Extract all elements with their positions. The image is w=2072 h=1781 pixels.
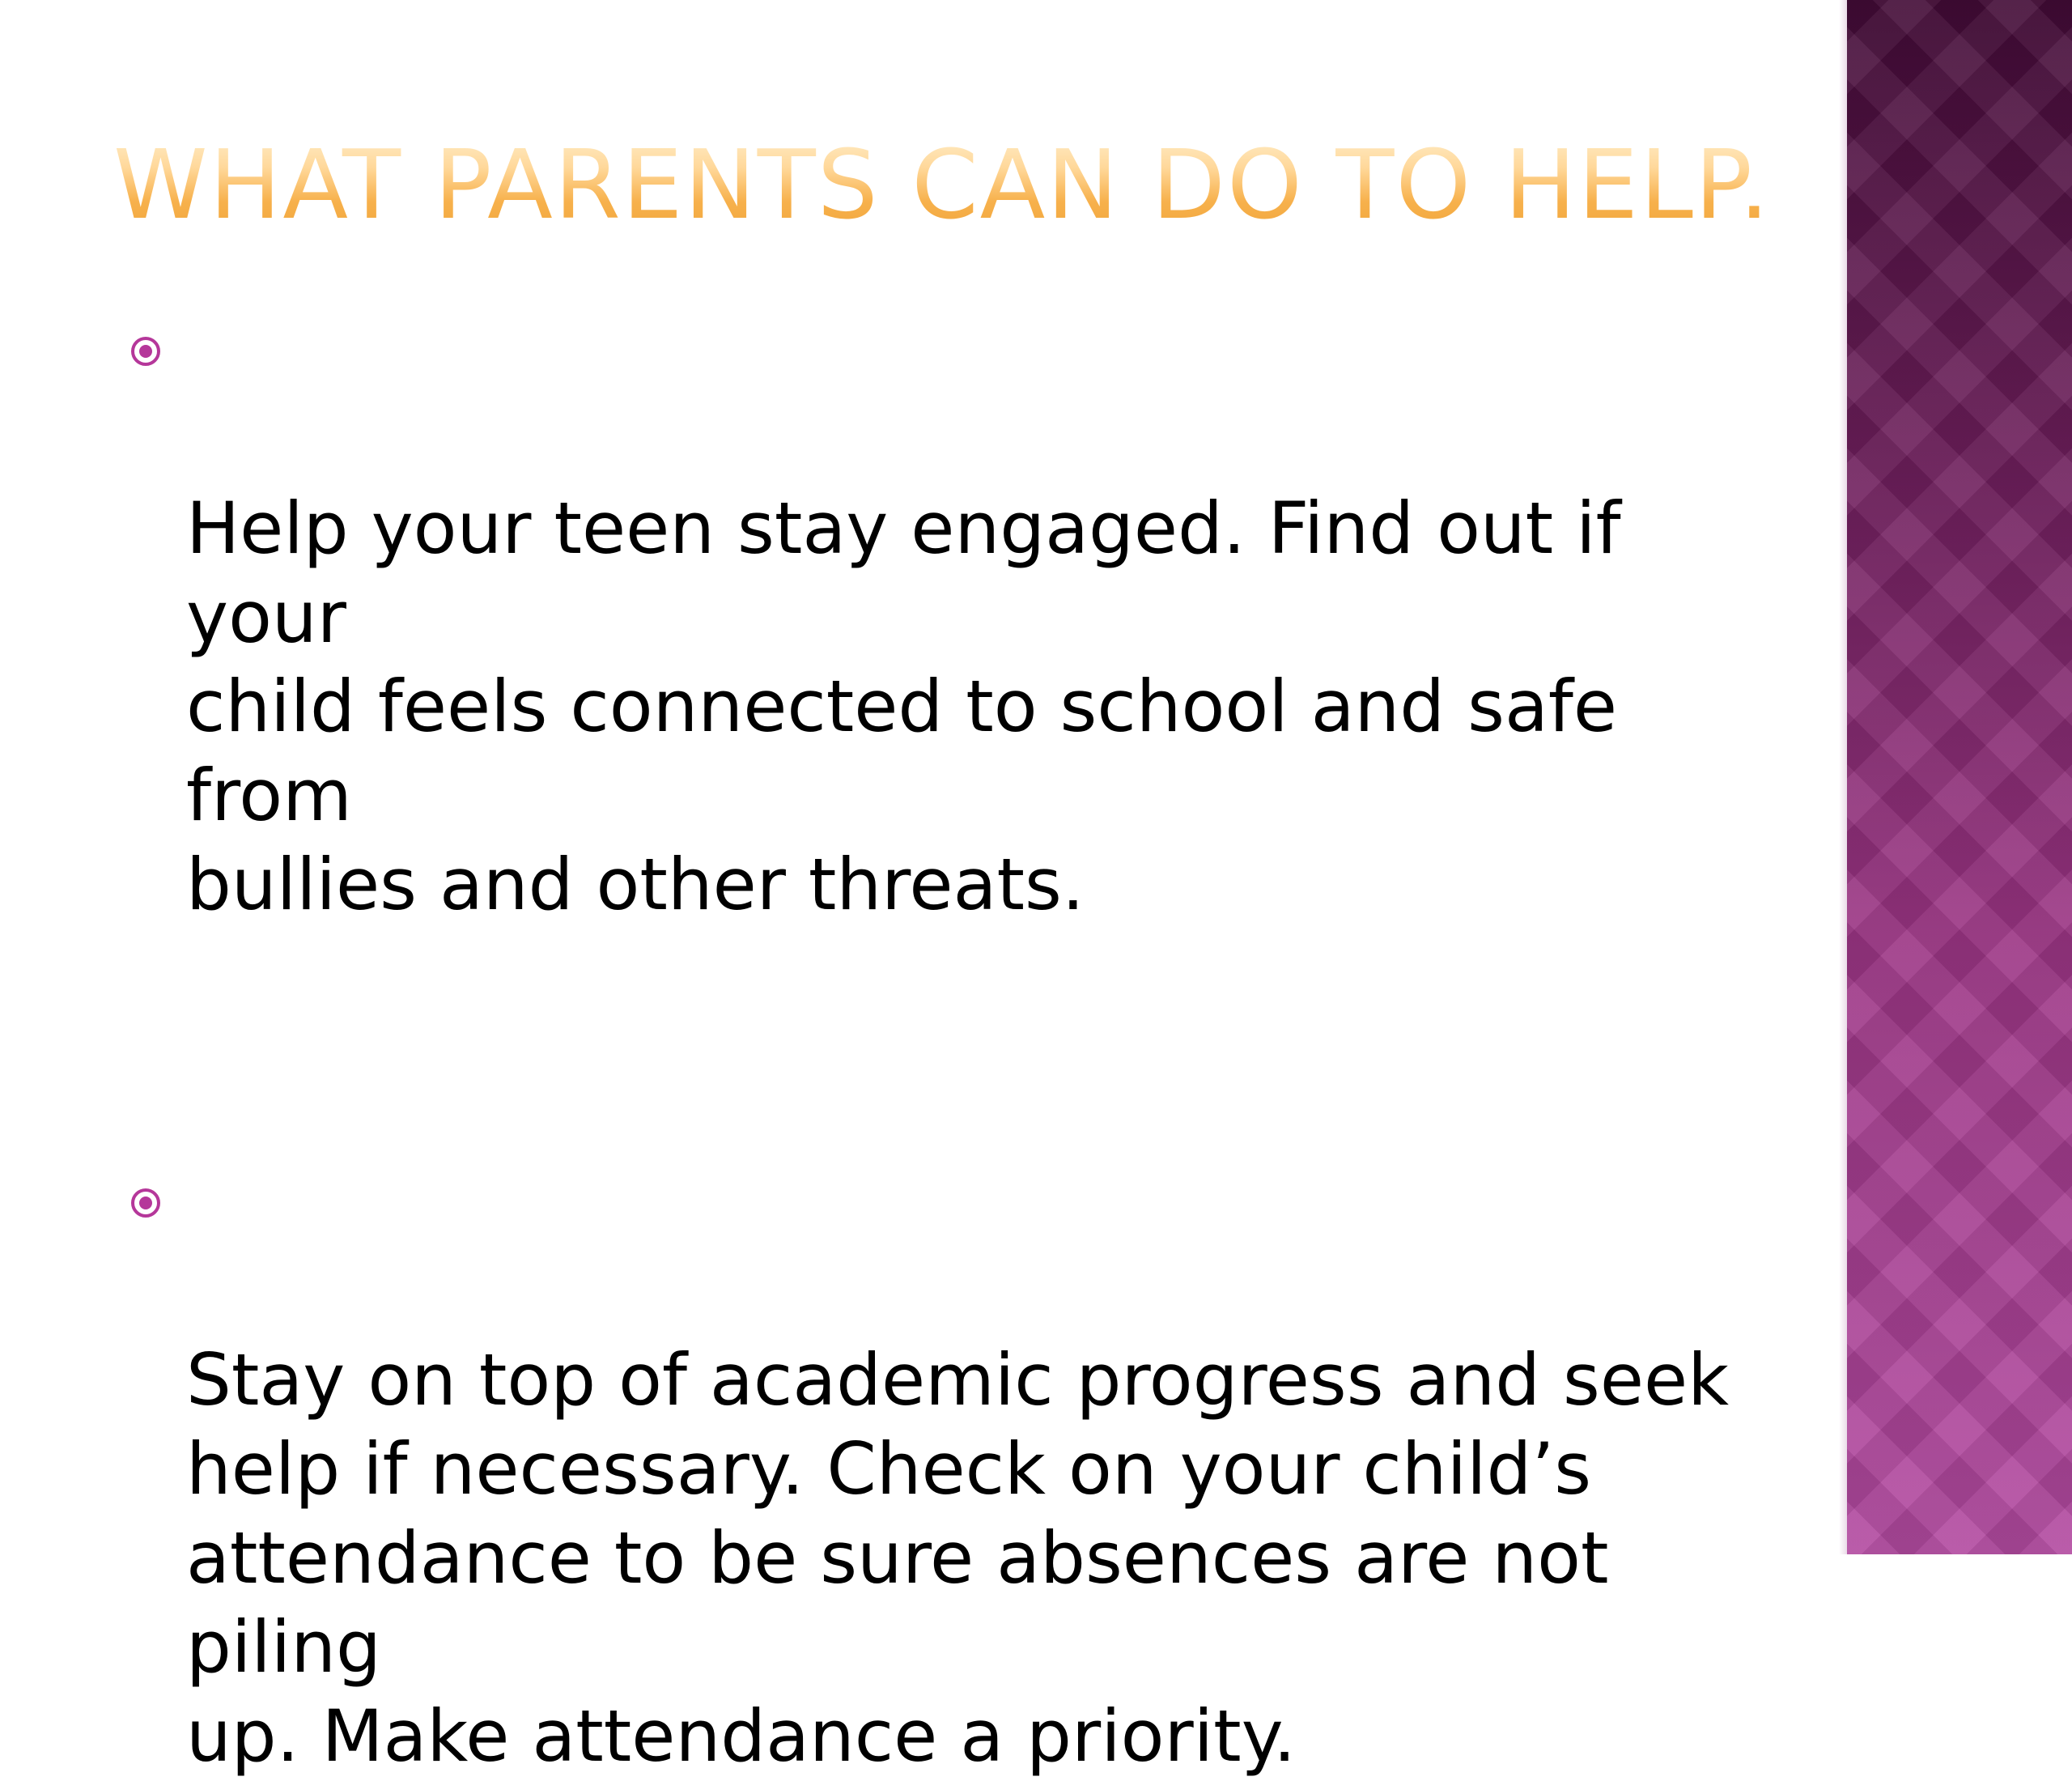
bullet-text: Help your teen stay engaged. Find out if your child feels connected to school and safe from bullies and other threats. xyxy=(186,487,1621,926)
bullet-list xyxy=(130,306,1748,1781)
slide-title: WHAT PARENTS CAN DO TO HELP. xyxy=(113,129,1772,240)
side-band-edge xyxy=(1839,0,1847,1554)
bullet-text: Stay on top of academic progress and seek help if necessary. Check on your child’s attendance to be sure absences are not piling up. Make attendance a priority. xyxy=(186,1338,1730,1778)
bullet-item xyxy=(130,1158,1748,1781)
circled-dot-icon xyxy=(130,335,162,368)
circled-dot-icon xyxy=(130,1187,162,1219)
decorative-side-band xyxy=(1847,0,2072,1554)
bullet-item xyxy=(130,306,1748,929)
